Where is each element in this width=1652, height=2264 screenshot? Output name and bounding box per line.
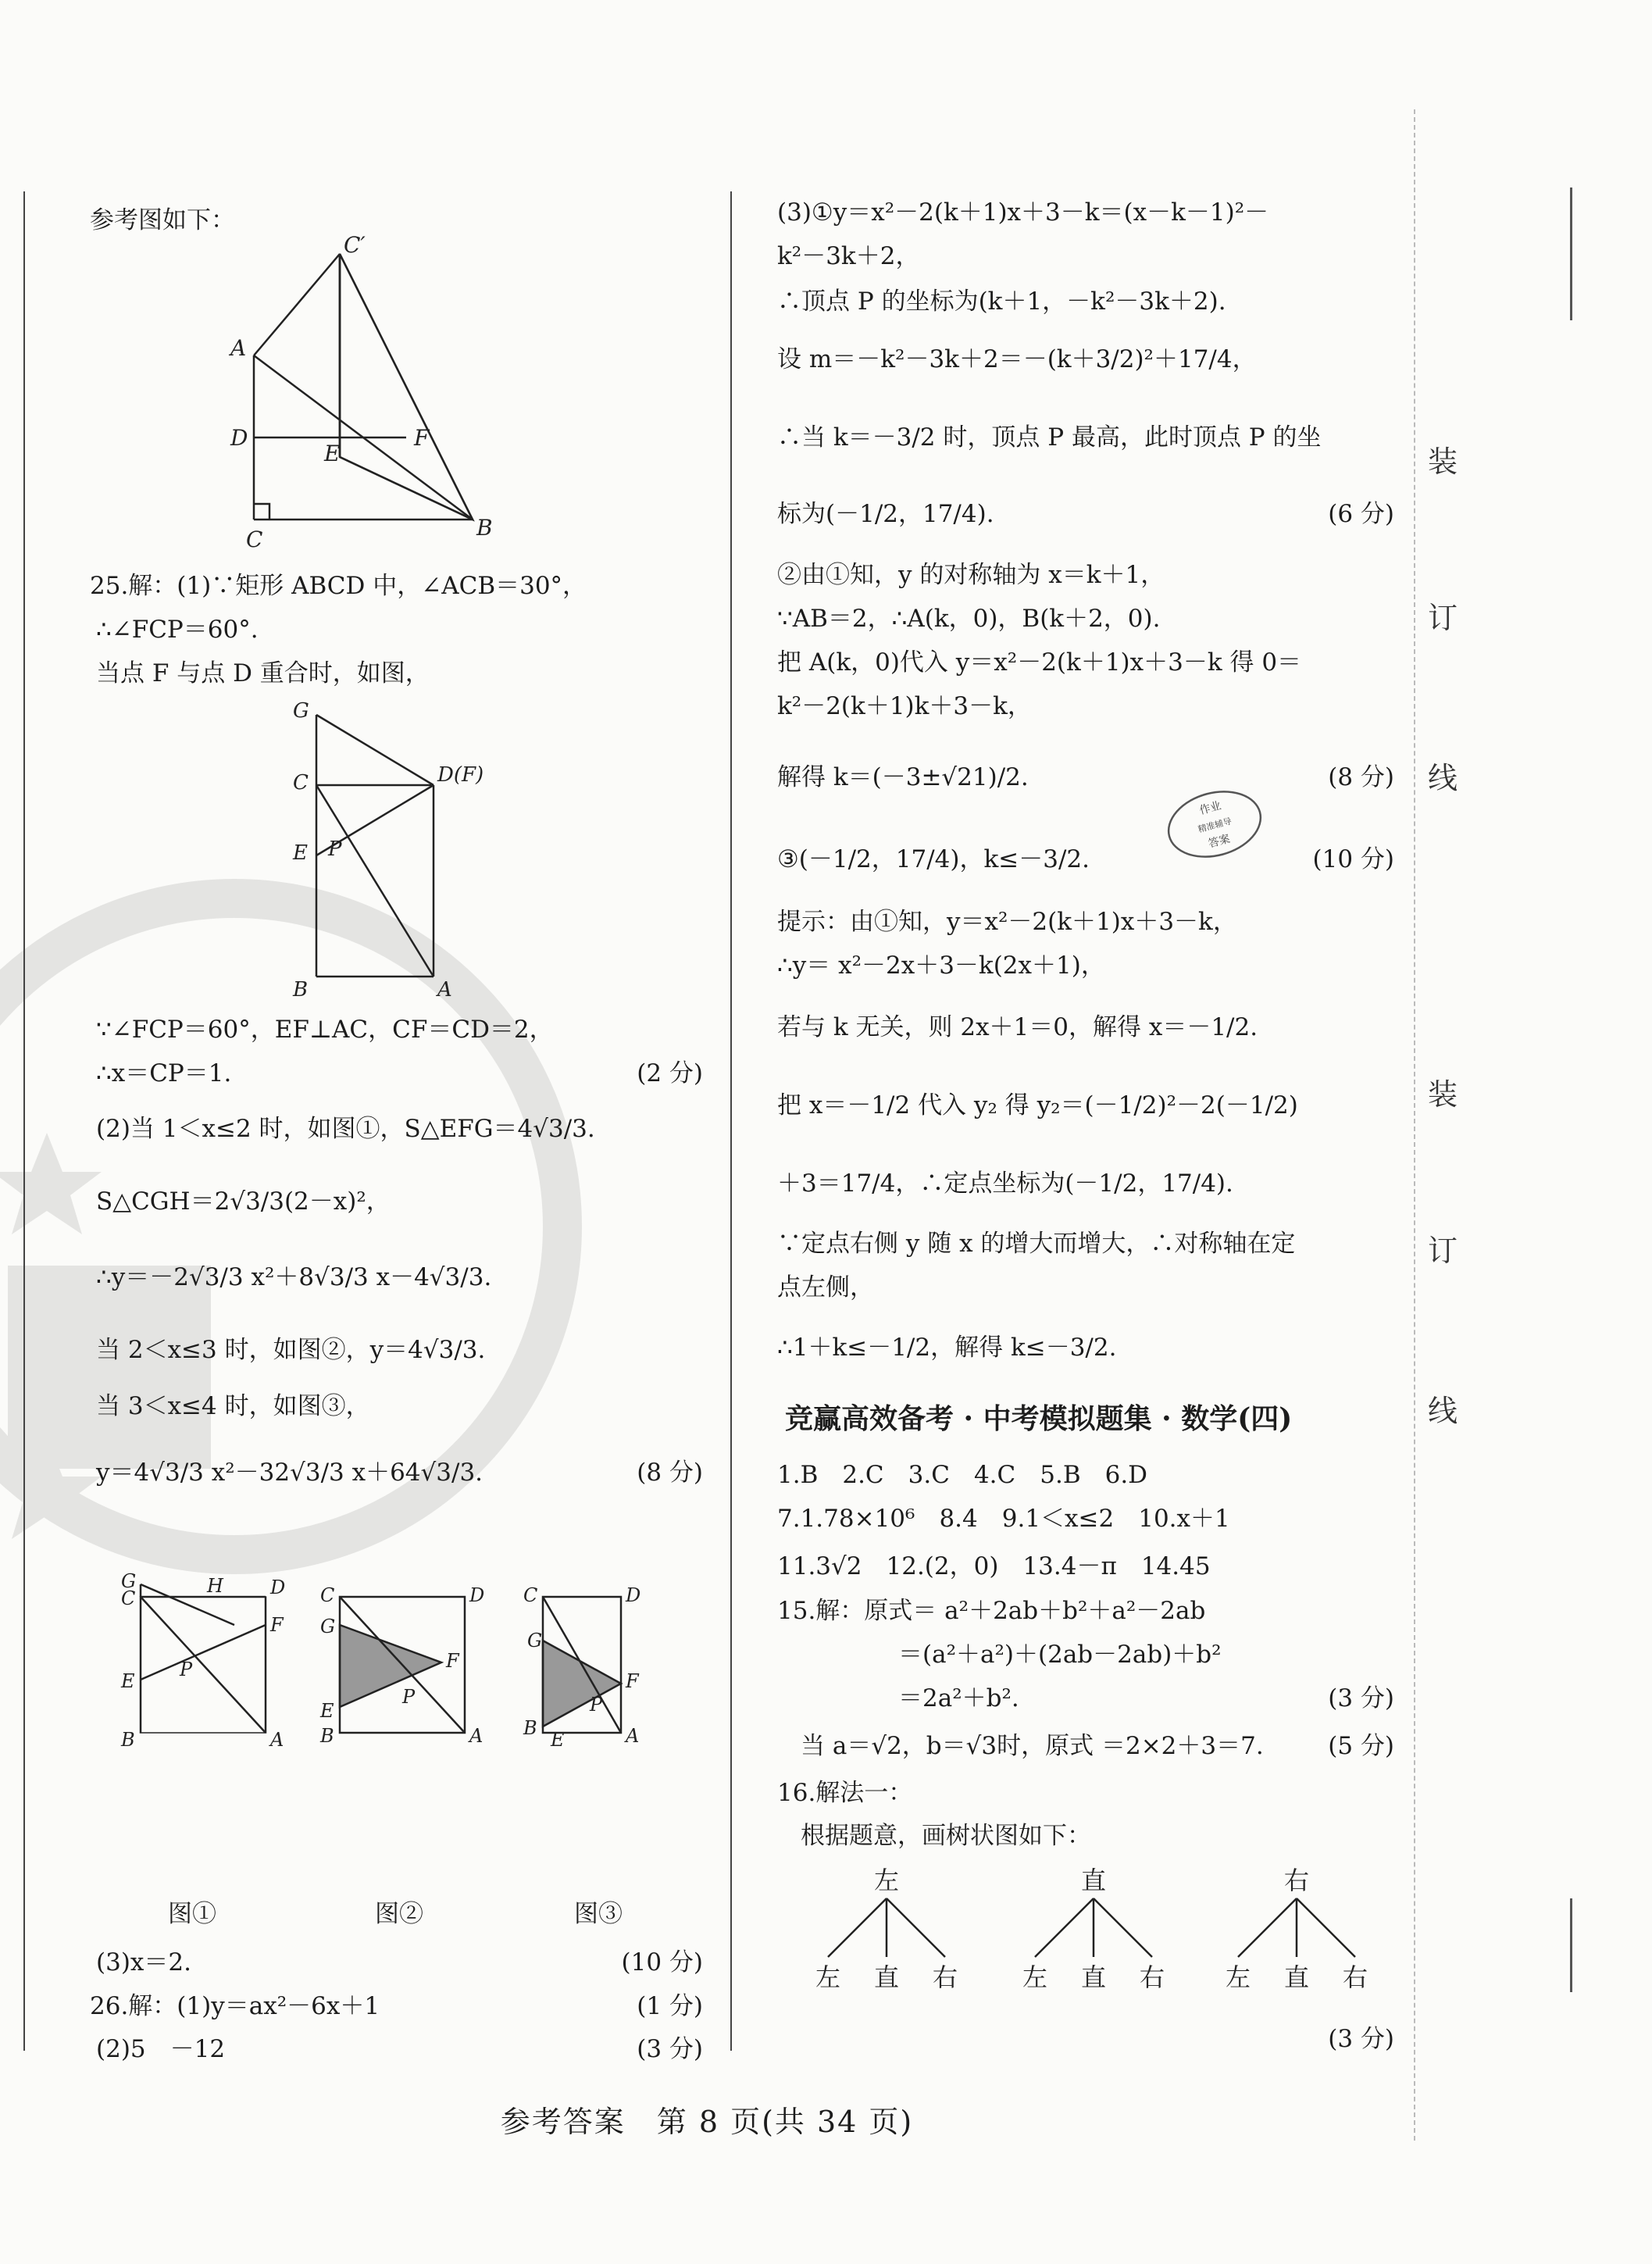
score: (1 分) <box>637 1992 703 2020</box>
tree-leaf: 直 <box>1080 1962 1107 1992</box>
fig-label: E <box>320 1700 334 1722</box>
stamp-text: 精准辅导 <box>1197 816 1233 835</box>
fig-label: P <box>180 1659 193 1680</box>
r-line: ∴1＋k≤－1/2，解得 k≤－3/2. <box>777 1334 1117 1362</box>
fig-label: G <box>293 699 309 723</box>
fig-label: D <box>230 425 248 451</box>
r-line: 解得 k＝(－3±√21)/2. <box>777 763 1029 791</box>
r-line: ∵定点右侧 y 随 x 的增大而增大，∴对称轴在定 <box>777 1230 1296 1258</box>
q25-line2: ∴∠FCP＝60°. <box>96 616 259 644</box>
binding-line <box>1414 109 1415 2141</box>
r-line: 提示：由①知，y＝x²－2(k＋1)x＋3－k， <box>777 908 1237 936</box>
fig-label: A <box>230 335 247 361</box>
figure-1 <box>117 1570 297 1753</box>
tree-leaf: 左 <box>1022 1962 1048 1992</box>
binding-char: 线 <box>1428 761 1458 795</box>
fig-label: E <box>324 441 341 466</box>
fig-label: E <box>551 1729 565 1751</box>
q15-line: 15.解：原式＝ a²＋2ab＋b²＋a²－2ab <box>777 1597 1206 1625</box>
answer-line: 7.1.78×10⁶ 8.4 9.1＜x≤2 10.x＋1 <box>777 1505 1230 1533</box>
fig-label: D <box>469 1584 485 1606</box>
score: (5 分) <box>1328 1732 1394 1760</box>
fig-label: A <box>626 1725 640 1747</box>
r-line: ∴当 k＝－3/2 时，顶点 P 最高，此时顶点 P 的坐 <box>777 423 1322 452</box>
fig-label: G <box>527 1630 543 1652</box>
tree-root: 直 <box>1080 1866 1107 1895</box>
edge-mark <box>1570 187 1572 320</box>
fig-label: C <box>523 1584 538 1606</box>
fig-label: D <box>626 1584 641 1606</box>
figure-3 <box>504 1578 683 1753</box>
r-line: ∴y＝ x²－2x＋3－k(2x＋1)， <box>777 952 1105 980</box>
q25-figure-fd <box>277 695 484 1003</box>
tree-leaf: 右 <box>1139 1962 1165 1992</box>
r-line: k²－2(k＋1)k＋3－k， <box>777 692 1032 720</box>
r-line: ∴顶点 P 的坐标为(k＋1，－k²－3k＋2). <box>777 287 1226 316</box>
binding-char: 装 <box>1428 445 1458 479</box>
section-title: 竞赢高效备考 · 中考模拟题集 · 数学(四) <box>785 1402 1293 1435</box>
fig-label: B <box>320 1725 334 1747</box>
q26-line1: 26.解：(1)y＝ax²－6x＋1 <box>90 1992 380 2020</box>
score: (10 分) <box>621 1948 703 1977</box>
r-line: 设 m＝－k²－3k＋2＝－(k＋3/2)²＋17/4， <box>777 345 1257 373</box>
fig-label: E <box>293 841 308 865</box>
fig-label: C <box>246 527 263 552</box>
q25-line7: S△CGH＝2√3/3(2－x)²， <box>96 1187 391 1216</box>
fig-label: A <box>469 1725 483 1747</box>
score: (3 分) <box>1328 1684 1394 1712</box>
r-line: ②由①知，y 的对称轴为 x＝k＋1， <box>777 561 1165 589</box>
homework-stamp <box>1164 789 1265 859</box>
fig-label: B <box>293 978 309 1002</box>
q25-line5: ∴x＝CP＝1. <box>96 1059 232 1087</box>
reference-figure <box>199 232 574 562</box>
left-margin-rule <box>23 191 25 2051</box>
fig-label: H <box>207 1575 223 1597</box>
r-line: 点左侧， <box>777 1273 874 1302</box>
score: (8 分) <box>1328 763 1394 791</box>
r-line: 标为(－1/2，17/4). <box>777 500 994 528</box>
ref-figure-label: 参考图如下： <box>90 206 235 234</box>
fig-label: C <box>293 771 309 795</box>
q25-line9: 当 2＜x≤3 时，如图②，y＝4√3/3. <box>96 1336 486 1364</box>
q15-line: 当 a＝√2，b＝√3时，原式 ＝2×2＋3＝7. <box>801 1732 1264 1760</box>
fig-label: C′ <box>344 232 366 258</box>
tree-leaf: 直 <box>873 1962 900 1992</box>
fig-label: C <box>320 1584 335 1606</box>
binding-char: 装 <box>1428 1077 1458 1112</box>
tree-root: 右 <box>1283 1866 1310 1895</box>
q16-line: 根据题意，画树状图如下： <box>801 1822 1091 1850</box>
fig-label: B <box>121 1729 135 1751</box>
q25-line11: y＝4√3/3 x²－32√3/3 x＋64√3/3. <box>96 1459 483 1487</box>
r-line: ③(－1/2，17/4)，k≤－3/2. <box>777 845 1090 873</box>
tree-diagram <box>793 1859 1394 1995</box>
fig-label: B <box>523 1717 537 1739</box>
column-divider <box>730 191 732 2051</box>
q15-line: ＝(a²＋a²)＋(2ab－2ab)＋b² <box>898 1641 1222 1669</box>
q25-line4: ∵∠FCP＝60°，EF⊥AC，CF＝CD＝2， <box>96 1016 554 1044</box>
fig-label: E <box>121 1670 135 1692</box>
fig-label: P <box>590 1694 603 1716</box>
q25-line8: ∴y＝－2√3/3 x²＋8√3/3 x－4√3/3. <box>96 1263 492 1291</box>
fig-label: F <box>446 1650 459 1672</box>
r-line: ∵AB＝2，∴A(k，0)，B(k＋2，0). <box>777 605 1161 633</box>
tree-leaf: 右 <box>1342 1962 1368 1992</box>
score: (8 分) <box>637 1459 703 1487</box>
q25-line1: 25.解：(1)∵矩形 ABCD 中，∠ACB＝30°， <box>90 572 587 600</box>
fig-label: P <box>402 1686 416 1708</box>
score: (3 分) <box>1328 2025 1394 2053</box>
r-line: (3)①y＝x²－2(k＋1)x＋3－k＝(x－k－1)²－ <box>777 198 1269 227</box>
fig-label: A <box>437 978 452 1002</box>
fig-label: F <box>414 425 430 451</box>
q26-line2: (2)5 －12 <box>96 2035 226 2063</box>
fig-label: A <box>270 1729 284 1751</box>
fig-label: D <box>270 1577 286 1598</box>
fig-label: F <box>626 1670 639 1692</box>
fig-label: P <box>328 837 342 861</box>
q25-line6: (2)当 1＜x≤2 时，如图①，S△EFG＝4√3/3. <box>96 1115 595 1143</box>
figure-caption: 图① <box>168 1900 216 1928</box>
fig-label: F <box>270 1614 284 1636</box>
fig-label: C <box>121 1587 136 1609</box>
answer-line: 11.3√2 12.(2，0) 13.4－π 14.45 <box>777 1552 1211 1580</box>
fig-label: G <box>121 1570 137 1592</box>
page-footer: 参考答案 第 8 页(共 34 页) <box>500 2105 914 2139</box>
score: (10 分) <box>1312 845 1394 873</box>
r-line: 把 x＝－1/2 代入 y₂ 得 y₂＝(－1/2)²－2(－1/2) <box>777 1091 1298 1120</box>
tree-leaf: 左 <box>1225 1962 1251 1992</box>
stamp-text: 答案 <box>1207 832 1232 851</box>
tree-leaf: 直 <box>1283 1962 1310 1992</box>
q25-line12: (3)x＝2. <box>96 1948 191 1977</box>
edge-mark <box>1570 1898 1572 1992</box>
left-column <box>90 180 703 2070</box>
right-column <box>777 180 1394 2070</box>
binding-char: 线 <box>1428 1394 1458 1428</box>
score: (3 分) <box>637 2035 703 2063</box>
stamp-text: 作业 <box>1197 799 1223 818</box>
fig-label: D(F) <box>437 763 484 787</box>
q16-line: 16.解法一： <box>777 1779 913 1807</box>
r-line: ＋3＝17/4，∴定点坐标为(－1/2，17/4). <box>777 1169 1233 1198</box>
figure-caption: 图③ <box>574 1900 623 1928</box>
r-line: k²－3k＋2， <box>777 242 920 270</box>
fig-label: G <box>320 1616 336 1637</box>
tree-leaf: 左 <box>815 1962 841 1992</box>
q25-line3: 当点 F 与点 D 重合时，如图， <box>96 659 430 687</box>
r-line: 若与 k 无关，则 2x＋1＝0，解得 x＝－1/2. <box>777 1013 1258 1041</box>
tree-leaf: 右 <box>932 1962 958 1992</box>
q25-line10: 当 3＜x≤4 时，如图③， <box>96 1392 370 1420</box>
fig-label: B <box>476 515 493 541</box>
figure-2 <box>316 1578 496 1753</box>
answer-line: 1.B 2.C 3.C 4.C 5.B 6.D <box>777 1461 1148 1489</box>
figure-caption: 图② <box>375 1900 423 1928</box>
tree-root: 左 <box>873 1866 900 1895</box>
binding-char: 订 <box>1428 601 1458 635</box>
r-line: 把 A(k，0)代入 y＝x²－2(k＋1)x＋3－k 得 0＝ <box>777 648 1302 677</box>
score: (2 分) <box>637 1059 703 1087</box>
q15-line: ＝2a²＋b². <box>898 1684 1019 1712</box>
binding-char: 订 <box>1428 1234 1458 1268</box>
score: (6 分) <box>1328 500 1394 528</box>
